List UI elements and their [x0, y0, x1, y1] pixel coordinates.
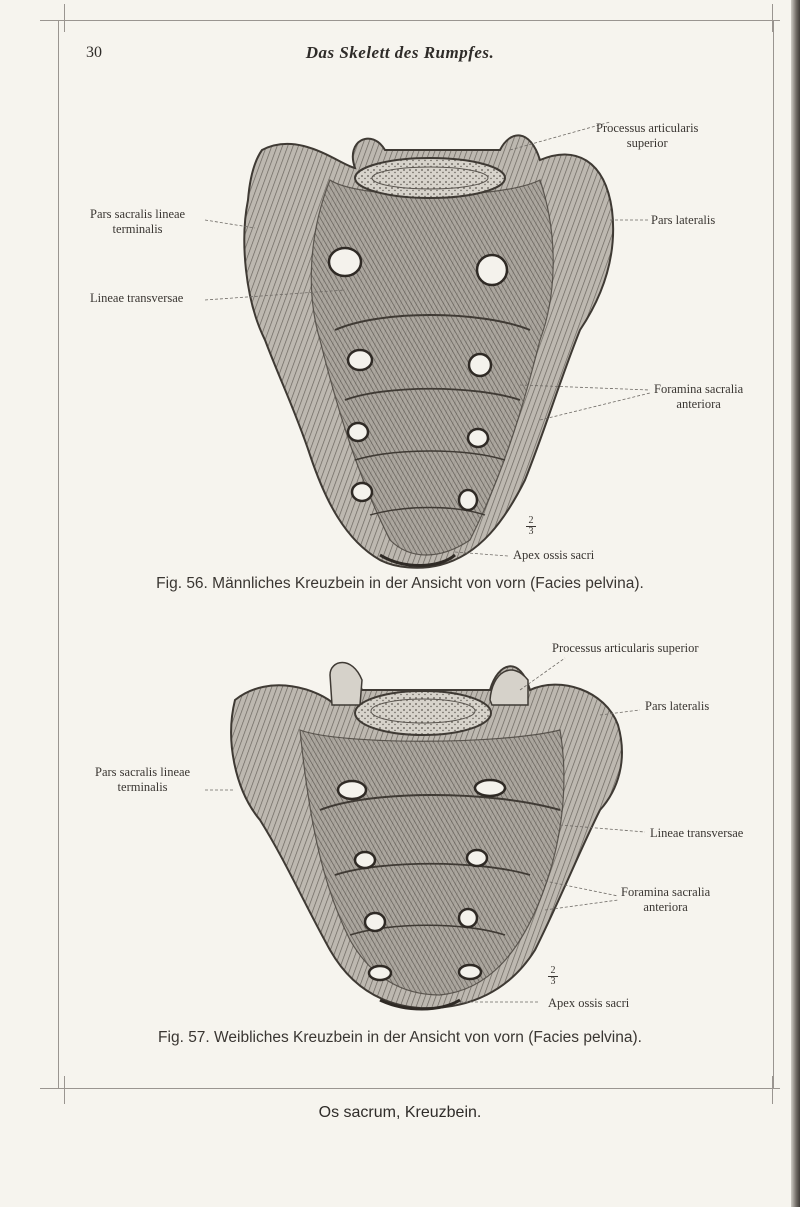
label-processus-articularis: Processus articularis superior	[596, 121, 699, 150]
label-foramina-sacralia: Foramina sacralia anteriora	[621, 885, 711, 914]
female-sacrum-drawing	[231, 663, 622, 1010]
label-apex-ossis-sacri: Apex ossis sacri	[548, 996, 630, 1010]
label-foramina-sacralia: Foramina sacralia anteriora	[654, 382, 744, 411]
figure-caption-57: Fig. 57. Weibliches Kreuzbein in der Ansicht von vorn (Facies pelvina).	[158, 1029, 642, 1046]
page-number: 30	[86, 44, 102, 61]
label-pars-lateralis: Pars lateralis	[645, 699, 710, 713]
scale-fraction: 2 3	[526, 516, 536, 537]
male-sacrum-drawing	[244, 135, 613, 567]
scale-fraction: 2 3	[548, 966, 558, 987]
label-processus-articularis: Processus articularis superior	[552, 641, 699, 655]
label-pars-lateralis: Pars lateralis	[651, 213, 716, 227]
label-lineae-transversae: Lineae transversae	[90, 291, 184, 305]
leader-line	[540, 393, 650, 420]
label-apex-ossis-sacri: Apex ossis sacri	[513, 548, 595, 562]
label-pars-sacralis: Pars sacralis lineae terminalis	[90, 207, 186, 236]
figure-caption-56: Fig. 56. Männliches Kreuzbein in der Ansicht von vorn (Facies pelvina).	[156, 575, 644, 592]
running-head: Das Skelett des Rumpfes.	[305, 43, 495, 62]
label-lineae-transversae: Lineae transversae	[650, 826, 744, 840]
label-pars-sacralis: Pars sacralis lineae terminalis	[95, 765, 191, 794]
plate-title: Os sacrum, Kreuzbein.	[318, 1104, 482, 1121]
